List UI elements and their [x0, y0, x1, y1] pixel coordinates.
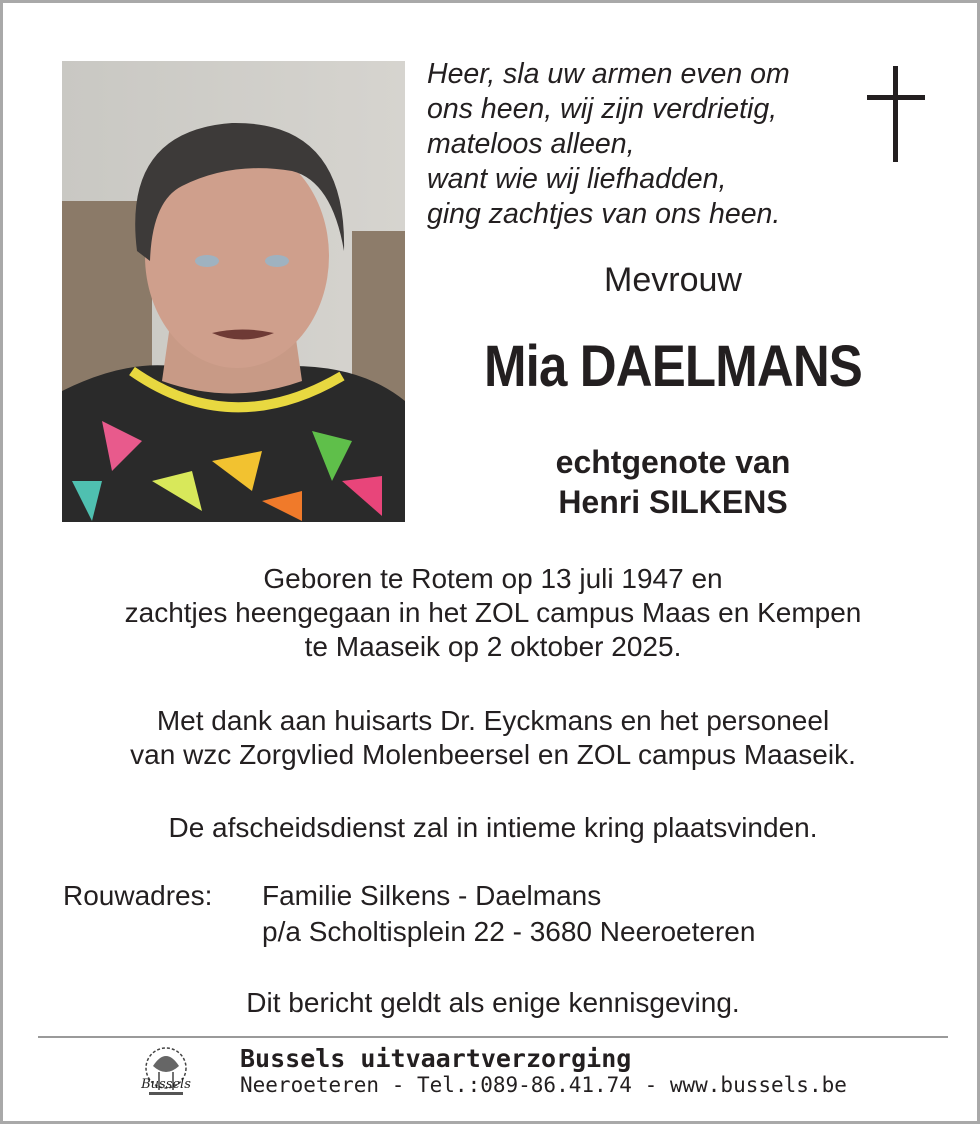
thanks-line: Met dank aan huisarts Dr. Eyckmans en het personeel: [156, 705, 830, 736]
address-label: Rouwadres:: [63, 880, 213, 911]
portrait-photo: [62, 61, 405, 522]
poem-line: mateloos alleen,: [427, 128, 635, 160]
service-text: De afscheidsdienst zal in intieme kring plaatsvinden.: [168, 812, 818, 843]
address-line: p/a Scholtisplein 22 - 3680 Neeroeteren: [262, 916, 756, 947]
bussels-logo-icon: [135, 1044, 197, 1100]
notice-text: Dit bericht geldt als enige kennisgeving.: [246, 987, 740, 1018]
birth-death-line: te Maaseik op 2 oktober 2025.: [304, 631, 682, 662]
birth-death-line: Geboren te Rotem op 13 juli 1947 en: [263, 563, 723, 594]
spouse-label: echtgenote van: [555, 444, 791, 480]
funeral-home-contact: Neeroeteren - Tel.:089-86.41.74 - www.bussels.be: [240, 1073, 847, 1097]
poem-line: Heer, sla uw armen even om: [427, 58, 790, 90]
deceased-title: Mevrouw: [604, 261, 742, 299]
address-line: Familie Silkens - Daelmans: [262, 880, 602, 911]
poem-line: ons heen, wij zijn verdrietig,: [427, 93, 778, 125]
divider: [38, 1036, 948, 1038]
funeral-home-name: Bussels uitvaartverzorging: [240, 1044, 632, 1073]
poem-line: want wie wij liefhadden,: [427, 163, 727, 195]
cross-icon: [867, 66, 925, 162]
thanks-line: van wzc Zorgvlied Molenbeersel en ZOL campus Maaseik.: [130, 739, 856, 770]
spouse-name: Henri SILKENS: [558, 484, 788, 520]
deceased-name: Mia DAELMANS: [484, 334, 862, 399]
poem: [427, 57, 857, 232]
poem-line: ging zachtjes van ons heen.: [427, 198, 781, 230]
birth-death-line: zachtjes heengegaan in het ZOL campus Maas en Kempen: [124, 597, 862, 628]
logo-text: Bussels: [141, 1077, 191, 1092]
